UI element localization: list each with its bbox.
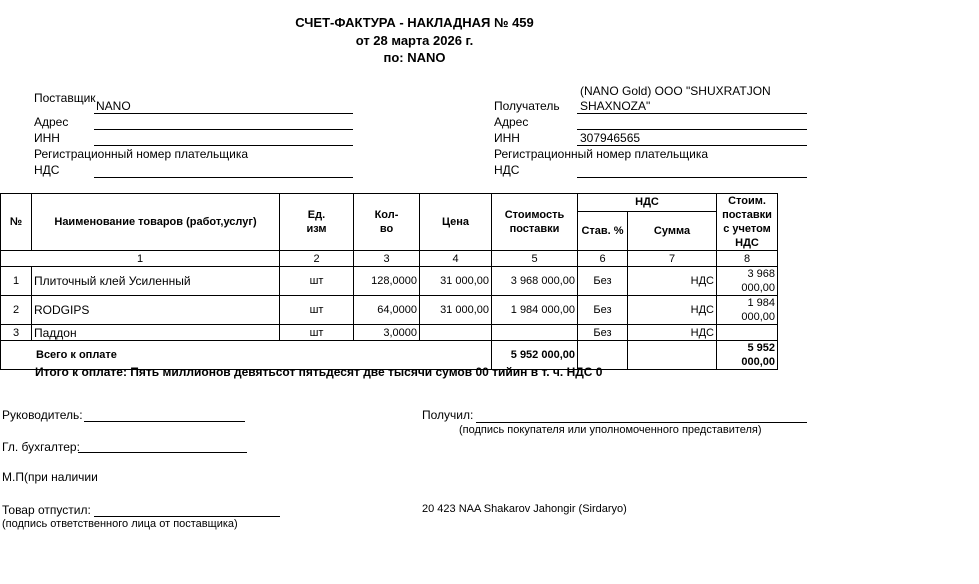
col-number: 6 — [578, 251, 628, 267]
row-name: Плиточный клей Усиленный — [32, 267, 280, 296]
row-price: 31 000,00 — [420, 267, 492, 296]
row-vat-rate: Без — [578, 296, 628, 325]
header-total: Стоим. поставки с учетом НДС — [717, 194, 778, 251]
agent-name: 20 423 NAA Shakarov Jahongir (Sirdaryo) — [422, 503, 627, 515]
supplier-address-line — [94, 129, 353, 130]
col-number: 7 — [628, 251, 717, 267]
col-number: 2 — [280, 251, 354, 267]
total-label: Всего к оплате — [1, 341, 492, 370]
supplier-inn-label: ИНН — [34, 131, 60, 145]
total-amount: 5 952 000,00 — [717, 341, 778, 370]
row-no: 1 — [1, 267, 32, 296]
recipient-name-line1: (NANO Gold) ООО "SHUXRATJON — [580, 84, 771, 98]
header-vat: НДС — [578, 194, 717, 212]
released-label: Товар отпустил: — [2, 503, 91, 517]
row-cost: 1 984 000,00 — [492, 296, 578, 325]
total-cost: 5 952 000,00 — [492, 341, 578, 370]
row-total: 3 968 000,00 — [717, 267, 778, 296]
released-note: (подпись ответственного лица от поставщика) — [2, 518, 238, 530]
col-number: 5 — [492, 251, 578, 267]
row-name: Паддон — [32, 325, 280, 341]
invoice-table — [0, 193, 778, 370]
recipient-inn: 307946565 — [580, 131, 641, 145]
header-qty: Кол- во — [354, 194, 420, 251]
recipient-vat-line — [577, 177, 807, 178]
received-label: Получил: — [422, 408, 474, 422]
accountant-label: Гл. бухгалтер: — [2, 440, 80, 454]
supplier-inn-line — [94, 145, 353, 146]
director-sign-line — [84, 421, 245, 422]
row-total: 1 984 000,00 — [717, 296, 778, 325]
director-label: Руководитель: — [2, 408, 83, 422]
total-vat-sum-empty — [628, 341, 717, 370]
row-qty: 64,0000 — [354, 296, 420, 325]
document-by: по: NANO — [383, 50, 446, 65]
row-qty: 128,0000 — [354, 267, 420, 296]
summary-text: Итого к оплате: Пять миллионов девятьсот пятьдесят две тысячи сумов 00 тийин в т. ч. НДС 0 — [35, 365, 603, 379]
header-vat-rate: Став. % — [578, 211, 628, 250]
recipient-vat-label: НДС — [494, 163, 520, 177]
recipient-inn-line — [577, 145, 807, 146]
document-date: от 28 марта 2026 г. — [355, 33, 474, 48]
row-price: 31 000,00 — [420, 296, 492, 325]
header-cost: Стоимость поставки — [492, 194, 578, 251]
recipient-reg-label: Регистрационный номер плательщика — [494, 147, 709, 161]
recipient-label: Получатель — [494, 99, 560, 113]
row-vat-sum: НДС — [628, 325, 717, 341]
col-number: 8 — [717, 251, 778, 267]
released-sign-line — [94, 516, 280, 517]
col-number: 4 — [420, 251, 492, 267]
row-unit: шт — [280, 267, 354, 296]
header-name: Наименование товаров (работ,услуг) — [32, 194, 280, 251]
row-no: 3 — [1, 325, 32, 341]
column-numbers-row — [1, 251, 778, 267]
row-vat-rate: Без — [578, 267, 628, 296]
row-cost — [492, 325, 578, 341]
received-note: (подпись покупателя или уполномоченного представителя) — [459, 424, 762, 436]
supplier-name: NANO — [96, 99, 131, 113]
row-cost: 3 968 000,00 — [492, 267, 578, 296]
supplier-name-line — [94, 113, 353, 114]
row-total — [717, 325, 778, 341]
header-unit: Ед. изм — [280, 194, 354, 251]
stamp-label: М.П(при наличии — [2, 470, 98, 484]
row-vat-sum: НДС — [628, 267, 717, 296]
recipient-name-line — [577, 113, 807, 114]
header-no: № — [1, 194, 32, 251]
col-number: 3 — [354, 251, 420, 267]
row-qty: 3,0000 — [354, 325, 420, 341]
recipient-inn-label: ИНН — [494, 131, 520, 145]
recipient-name-line2: SHAXNOZA" — [580, 99, 651, 113]
header-vat-sum: Сумма — [628, 211, 717, 250]
supplier-reg-label: Регистрационный номер плательщика — [34, 147, 249, 161]
row-unit: шт — [280, 325, 354, 341]
received-sign-line — [476, 422, 807, 423]
row-vat-sum: НДС — [628, 296, 717, 325]
supplier-vat-label: НДС — [34, 163, 60, 177]
document-title: СЧЕТ-ФАКТУРА - НАКЛАДНАЯ № 459 — [295, 15, 534, 30]
recipient-address-label: Адрес — [494, 115, 529, 129]
supplier-vat-line — [94, 177, 353, 178]
table-row — [1, 325, 778, 341]
supplier-address-label: Адрес — [34, 115, 69, 129]
row-unit: шт — [280, 296, 354, 325]
table-row — [1, 296, 778, 325]
table-header-row — [1, 194, 778, 212]
row-name: RODGIPS — [32, 296, 280, 325]
header-price: Цена — [420, 194, 492, 251]
accountant-sign-line — [78, 452, 247, 453]
recipient-address-line — [577, 129, 807, 130]
row-vat-rate: Без — [578, 325, 628, 341]
table-row — [1, 267, 778, 296]
col-number: 1 — [1, 251, 280, 267]
supplier-label: Поставщик — [34, 91, 96, 105]
row-price — [420, 325, 492, 341]
row-no: 2 — [1, 296, 32, 325]
